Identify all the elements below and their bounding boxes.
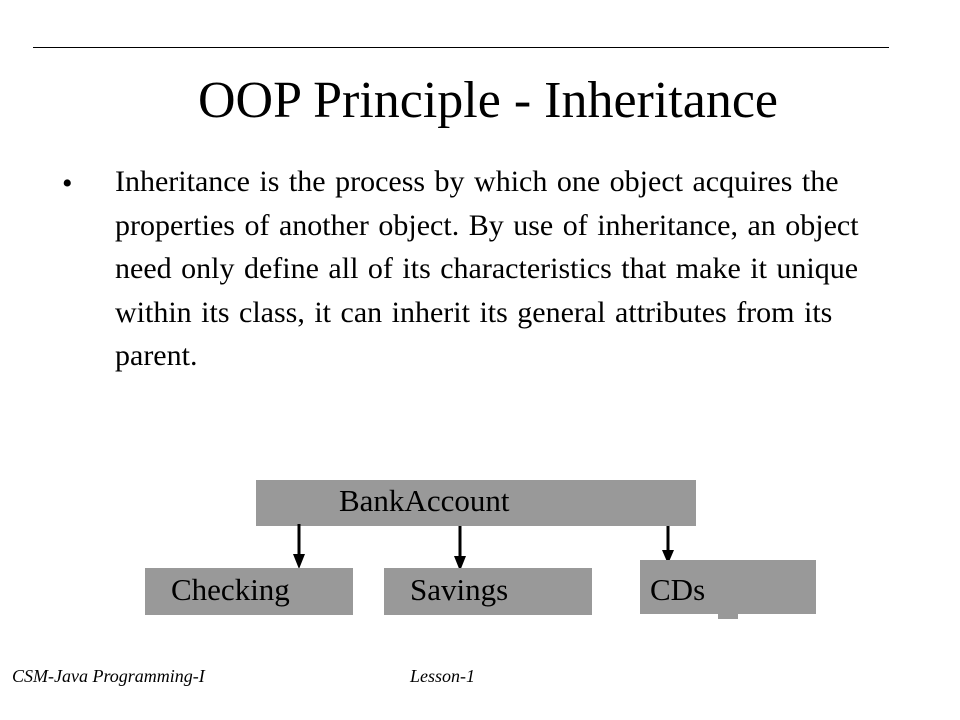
arrow-to-checking (291, 524, 307, 570)
bullet-marker: • (62, 167, 73, 200)
footer-course: CSM-Java Programming-I (12, 666, 205, 686)
child-class-label-checking: Checking (171, 572, 290, 607)
arrow-to-savings (452, 526, 468, 572)
slide-title: OOP Principle - Inheritance (198, 72, 778, 129)
child-class-box-checking (145, 568, 353, 615)
child-class-label-savings: Savings (410, 572, 509, 607)
parent-class-label: BankAccount (339, 483, 510, 518)
child-class-box-cds (640, 560, 816, 614)
bullet-text: Inheritance is the process by which one object acquires the properties of another object. By use of inheritance, an object need only define all of its characteristics that make it unique within its class, it can inherit its general attributes from its parent. (115, 165, 859, 372)
child-class-label-cds: CDs (650, 572, 706, 607)
top-rule (33, 47, 889, 48)
parent-class-box (256, 480, 696, 526)
cds-box-tab (718, 612, 738, 619)
child-class-box-savings (384, 568, 592, 615)
footer-lesson: Lesson-1 (410, 666, 476, 686)
